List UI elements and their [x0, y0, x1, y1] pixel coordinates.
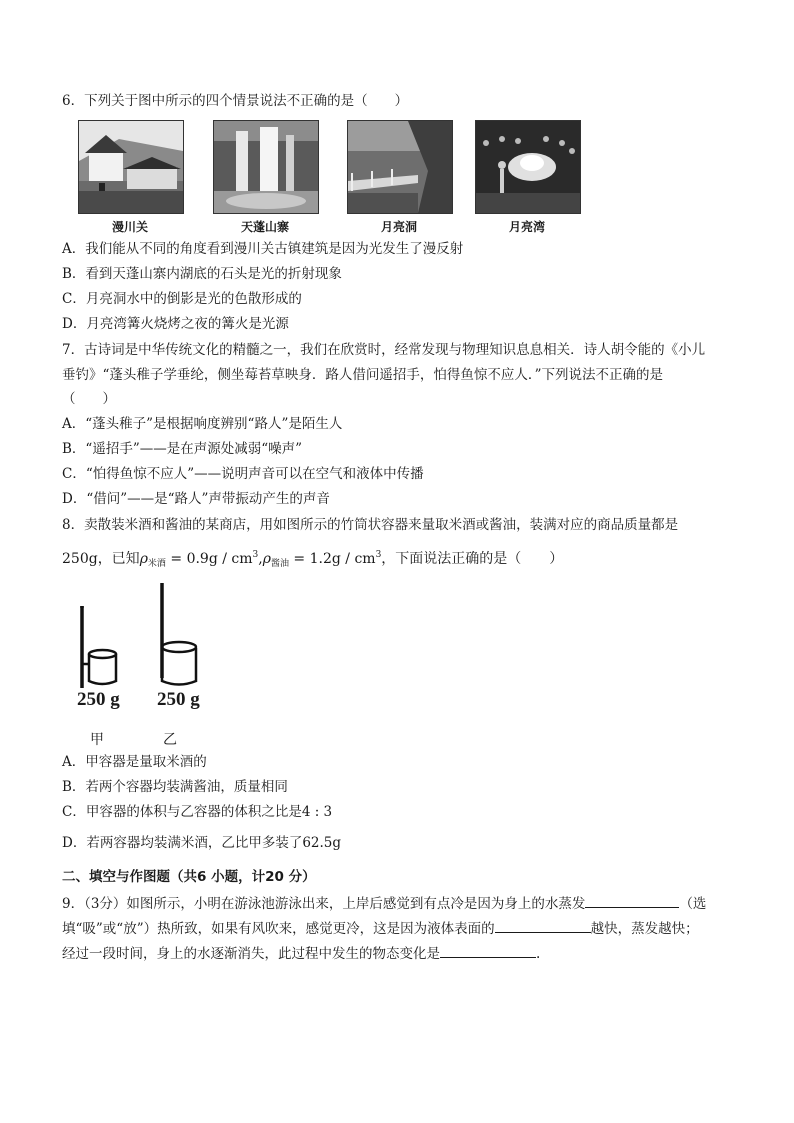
- q8-option-a: A．甲容器是量取米酒的: [62, 754, 207, 770]
- village-photo-icon: [78, 120, 184, 214]
- q7-stem-line3: （ ）: [62, 391, 116, 407]
- rho-symbol: ρ: [262, 551, 271, 567]
- cube-superscript: 3: [252, 550, 259, 560]
- cave-bridge-photo-icon: [347, 120, 453, 214]
- soy-density: = 1.2g / cm: [288, 551, 376, 567]
- q8-mass: 250g: [62, 551, 98, 567]
- photo-caption: 月亮洞: [380, 220, 417, 234]
- q9-part2: （选: [679, 896, 707, 912]
- right-mass-label: 250 g: [157, 689, 200, 710]
- q9-part3: 填“吸”或“放”）热所致，如果有风吹来，感觉更冷，这是因为液体表面的: [62, 921, 495, 937]
- soy-subscript: 酱油: [270, 559, 289, 569]
- q6-stem: 6．下列关于图中所示的四个情景说法不正确的是（ ）: [62, 93, 409, 109]
- q8-option-b: B．若两个容器均装满酱油，质量相同: [62, 779, 288, 795]
- q7-option-d: D．“借问”——是“路人”声带振动产生的声音: [62, 491, 330, 507]
- left-container-name: 甲: [90, 732, 104, 748]
- q8-stem-tail: ，下面说法正确的是（ ）: [381, 551, 564, 567]
- bonfire-photo-icon: [475, 120, 581, 214]
- waterfall-photo-icon: [213, 120, 319, 214]
- q6-option-a: A．我们能从不同的角度看到漫川关古镇建筑是因为光发生了漫反射: [62, 241, 464, 257]
- q9-line3: [62, 943, 540, 963]
- answer-blank-1[interactable]: [585, 893, 679, 908]
- q6-option-d: D．月亮湾篝火烧烤之夜的篝火是光源: [62, 316, 289, 332]
- separator: ,: [258, 551, 263, 567]
- right-container-name: 乙: [163, 732, 177, 748]
- q9-line1: [62, 893, 706, 913]
- rice-wine-density: = 0.9g / cm: [165, 551, 253, 567]
- q6-option-c: C．月亮洞水中的倒影是光的色散形成的: [62, 291, 302, 307]
- rice-wine-subscript: 米酒: [147, 559, 166, 569]
- cube-superscript: 3: [375, 550, 382, 560]
- q6-option-b: B．看到天蓬山寨内湖底的石头是光的折射现象: [62, 266, 342, 282]
- photo-caption: 天蓬山寨: [240, 220, 289, 234]
- photo-caption: 月亮湾: [508, 220, 545, 234]
- q8-option-c: C．甲容器的体积与乙容器的体积之比是4 : 3: [62, 804, 333, 820]
- q9-part1: 9．（3分）如图所示，小明在游泳池游泳出来，上岸后感觉到有点冷是因为身上的水蒸发: [62, 896, 586, 912]
- answer-blank-3[interactable]: [440, 943, 536, 958]
- q8-stem-line2: [62, 546, 563, 573]
- left-mass-label: 250 g: [77, 689, 120, 710]
- q9-part4: 越快，蒸发越快；: [590, 921, 699, 937]
- q9-part5: 经过一段时间，身上的水逐渐消失，此过程中发生的物态变化是: [62, 946, 440, 962]
- q7-option-a: A．“蓬头稚子”是根据响度辨别“路人”是陌生人: [62, 416, 343, 432]
- q8-known: ，已知: [97, 551, 140, 567]
- q7-option-b: B．“遥招手”——是在声源处减弱“噪声”: [62, 441, 303, 457]
- q7-option-c: C．“怕得鱼惊不应人”——说明声音可以在空气和液体中传播: [62, 466, 424, 482]
- answer-blank-2[interactable]: [495, 918, 591, 933]
- bamboo-containers-icon: [70, 578, 230, 688]
- photo-caption: 漫川关: [111, 220, 148, 234]
- q8-option-d: D．若两容器均装满米酒，乙比甲多装了62.5g: [62, 835, 342, 851]
- q7-stem-line1: 7．古诗词是中华传统文化的精髓之一，我们在欣赏时，经常发现与物理知识息息相关．诗人胡令能的《小儿: [62, 342, 706, 358]
- rho-symbol: ρ: [139, 551, 148, 567]
- q7-stem-line2: 垂钓》“蓬头稚子学垂纶，侧坐莓苔草映身．路人借问遥招手，怕得鱼惊不应人．”下列说法不正确的是: [62, 367, 664, 383]
- q9-line2: [62, 918, 699, 938]
- section-title: 二、填空与作图题（共6 小题，计20 分）: [62, 869, 316, 885]
- q8-stem-line1: 8．卖散装米酒和酱油的某商店，用如图所示的竹筒状容器来量取米酒或酱油，装满对应的商品质量都是: [62, 517, 679, 533]
- q9-part6: .: [536, 946, 541, 962]
